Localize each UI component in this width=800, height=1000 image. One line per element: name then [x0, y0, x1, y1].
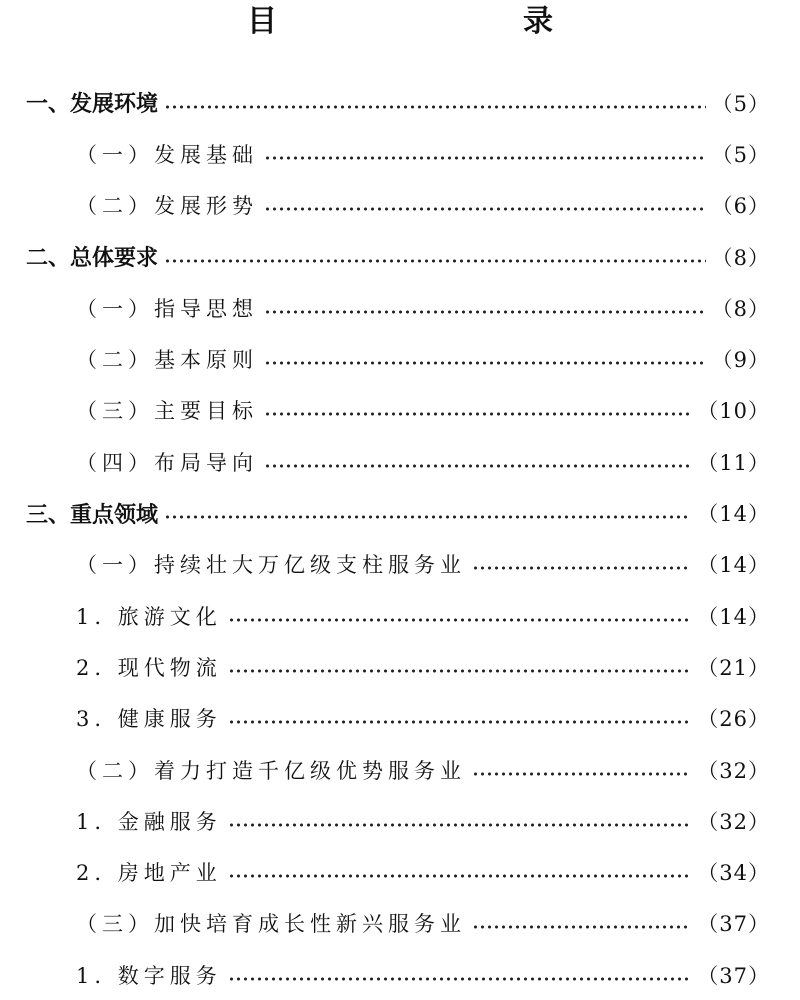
toc-entry[interactable] — [0, 795, 800, 846]
toc-entry-label: （三）加快培育成长性新兴服务业 — [76, 912, 466, 937]
toc-entry-label: （二）基本原则 — [76, 348, 258, 373]
toc-entry-label: （一）发展基础 — [76, 142, 258, 167]
toc-page-number: （14） — [697, 604, 770, 629]
toc-page-number: （5） — [711, 142, 770, 167]
toc-entry[interactable] — [0, 949, 800, 1000]
dot-leader — [472, 925, 691, 929]
dot-leader — [228, 720, 692, 724]
toc-page-number: （9） — [711, 348, 770, 373]
toc-entry-label: 2. 现代物流 — [76, 655, 222, 680]
dot-leader — [264, 412, 691, 416]
toc-page-number: （32） — [697, 758, 770, 783]
toc-entry-label: （二）发展形势 — [76, 194, 258, 219]
dot-leader — [228, 669, 692, 673]
toc-entry-label: 2. 房地产业 — [76, 861, 222, 886]
dot-leader — [164, 259, 706, 263]
dot-leader — [164, 515, 691, 519]
toc-entry-label: 三、重点领域 — [26, 502, 159, 528]
toc-entry[interactable] — [0, 693, 800, 744]
dot-leader — [264, 156, 706, 160]
toc-entry-label: 1. 旅游文化 — [76, 604, 222, 629]
toc-page-number: （37） — [697, 963, 770, 988]
toc-entry[interactable] — [0, 77, 800, 128]
toc-entry-label: 3. 健康服务 — [76, 707, 222, 732]
toc-page-number: （11） — [697, 450, 770, 475]
toc-entry[interactable] — [0, 282, 800, 333]
toc-page-number: （32） — [697, 809, 770, 834]
toc-entry[interactable] — [0, 744, 800, 795]
toc-entry-label: （四）布局导向 — [76, 450, 258, 475]
toc-page-number: （5） — [711, 91, 770, 116]
toc-page-number: （34） — [697, 861, 770, 886]
dot-leader — [228, 977, 692, 981]
toc-entry[interactable] — [0, 487, 800, 538]
dot-leader — [264, 361, 706, 365]
dot-leader — [228, 618, 692, 622]
table-of-contents — [0, 77, 800, 1000]
toc-entry-label: （二）着力打造千亿级优势服务业 — [76, 758, 466, 783]
dot-leader — [472, 566, 691, 570]
dot-leader — [264, 207, 706, 211]
toc-page-number: （14） — [697, 553, 770, 578]
toc-page-number: （10） — [697, 399, 770, 424]
toc-entry[interactable] — [0, 385, 800, 436]
toc-entry[interactable] — [0, 180, 800, 231]
dot-leader — [228, 874, 692, 878]
dot-leader — [264, 464, 691, 468]
toc-entry-label: （一）指导思想 — [76, 296, 258, 321]
toc-entry[interactable] — [0, 436, 800, 487]
toc-entry[interactable] — [0, 128, 800, 179]
page-title: 目 录 — [247, 4, 615, 39]
toc-entry-label: 一、发展环境 — [26, 92, 159, 118]
toc-page-number: （6） — [711, 194, 770, 219]
toc-entry-label: （三）主要目标 — [76, 399, 258, 424]
toc-entry-label: （一）持续壮大万亿级支柱服务业 — [76, 553, 466, 578]
dot-leader — [228, 823, 692, 827]
toc-page-number: （37） — [697, 912, 770, 937]
toc-entry[interactable] — [0, 231, 800, 282]
dot-leader — [472, 772, 691, 776]
dot-leader — [164, 105, 706, 109]
toc-page-number: （14） — [697, 502, 770, 527]
toc-entry-label: 1. 金融服务 — [76, 809, 222, 834]
toc-entry[interactable] — [0, 898, 800, 949]
toc-entry[interactable] — [0, 846, 800, 897]
toc-entry[interactable] — [0, 590, 800, 641]
toc-page-number: （21） — [697, 655, 770, 680]
toc-page-number: （8） — [711, 245, 770, 270]
toc-entry-label: 1. 数字服务 — [76, 963, 222, 988]
dot-leader — [264, 310, 706, 314]
toc-page-number: （8） — [711, 296, 770, 321]
toc-entry[interactable] — [0, 539, 800, 590]
toc-entry[interactable] — [0, 333, 800, 384]
toc-page-number: （26） — [697, 707, 770, 732]
toc-entry-label: 二、总体要求 — [26, 246, 159, 272]
toc-entry[interactable] — [0, 641, 800, 692]
